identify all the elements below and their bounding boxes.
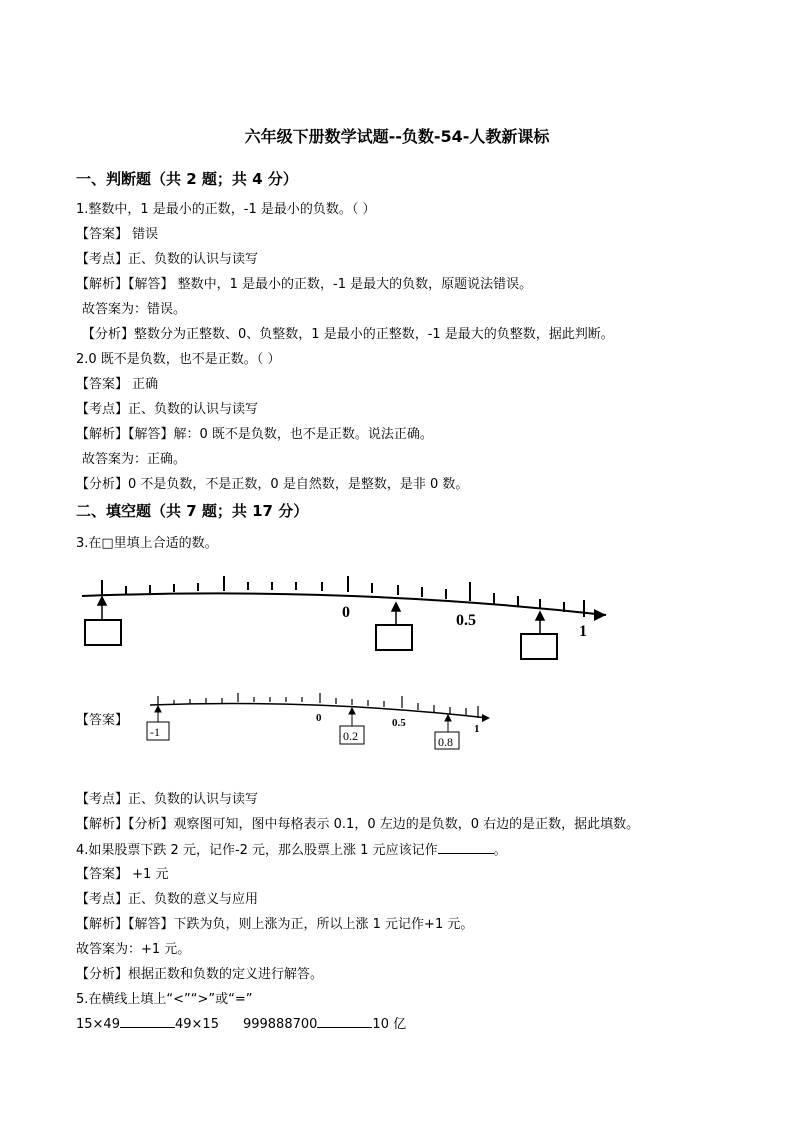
point-text: 正、负数的意义与应用 <box>128 892 259 907</box>
answer-value-right: 0.8 <box>438 735 453 749</box>
comparison-blank-1 <box>120 1027 175 1028</box>
arrow-box-right <box>521 612 557 659</box>
analysis-text: 整数中，1 是最小的正数，-1 是最大的负数，原题说法错误。 <box>177 277 533 292</box>
analysis-text: 观察图可知，图中每格表示 0.1，0 左边的是负数，0 右边的是正数，据此填数。 <box>173 817 640 832</box>
answer-number-line-figure <box>140 688 500 753</box>
q1-point-line <box>76 251 258 269</box>
q4-fenxi-line <box>76 966 323 984</box>
comparison-left-a: 15×49 <box>76 1017 120 1032</box>
fenxi-text: 0 不是负数，不是正数，0 是自然数，是整数，是非 0 数。 <box>128 477 469 492</box>
question-end: 。 <box>493 843 507 858</box>
answer-tag: 【答案】 <box>76 377 129 392</box>
fenxi-tag: 【分析】 <box>76 477 129 492</box>
q2-fenxi-line <box>76 476 468 494</box>
comparison-blank-2 <box>317 1027 372 1028</box>
arrow-box-left <box>85 597 121 645</box>
q3-point-line <box>76 791 258 809</box>
answer-tick-label-one: 1 <box>474 723 480 735</box>
section-heading-judgment: 一、判断题（共 2 题；共 4 分） <box>76 170 298 188</box>
tick-label-one: 1 <box>579 623 587 640</box>
point-tag: 【考点】 <box>76 402 129 417</box>
question-4 <box>76 842 507 860</box>
q3-answer-tag: 【答案】 <box>76 713 129 728</box>
answer-text: 错误 <box>132 227 159 242</box>
answer-blank <box>438 853 494 854</box>
tick-label-half: 0.5 <box>456 612 476 629</box>
analysis-text: 解：0 既不是负数，也不是正数。说法正确。 <box>173 427 433 442</box>
comparison-right-b: 10 亿 <box>372 1017 407 1032</box>
analysis-tag: 【解析】【解答】 <box>76 277 174 292</box>
fenxi-text: 整数分为正整数、0、负整数，1 是最小的正整数，-1 是最大的负整数，据此判断。 <box>134 327 614 342</box>
page-title: 六年级下册数学试题--负数-54-人教新课标 <box>244 127 550 146</box>
answer-tag: 【答案】 <box>76 227 129 242</box>
analysis-tag: 【解析】【解答】 <box>76 427 174 442</box>
q3-analysis-line <box>76 816 639 834</box>
point-tag: 【考点】 <box>76 892 129 907</box>
comparison-right-a: 999888700 <box>242 1017 318 1032</box>
section-heading-fill: 二、填空题（共 7 题；共 17 分） <box>76 502 309 520</box>
answer-tick-label-half: 0.5 <box>392 717 406 729</box>
arrow-box-middle <box>376 603 412 650</box>
answer-value-left: -1 <box>150 725 160 739</box>
fenxi-text: 根据正数和负数的定义进行解答。 <box>128 967 324 982</box>
question-2: 2.0 既不是负数，也不是正数。（ ） <box>76 352 281 367</box>
q2-analysis-line <box>76 426 433 444</box>
q1-analysis-line <box>76 276 532 294</box>
question-5: 5.在横线上填上“<”“>”或“=” <box>76 992 253 1007</box>
q2-point-line <box>76 401 258 419</box>
fenxi-tag: 【分析】 <box>82 327 135 342</box>
answer-text: 正确 <box>132 377 159 392</box>
point-text: 正、负数的认识与读写 <box>128 402 259 417</box>
q2-answer-line <box>76 376 158 394</box>
fenxi-tag: 【分析】 <box>76 967 129 982</box>
q1-conclusion: 故答案为：错误。 <box>82 302 187 317</box>
analysis-tag: 【解析】【解答】 <box>76 917 174 932</box>
question-text: 4.如果股票下跌 2 元，记作-2 元，那么股票上涨 1 元应该记作 <box>76 843 438 858</box>
tick-label-zero: 0 <box>342 604 350 621</box>
q2-conclusion: 故答案为：正确。 <box>82 452 187 467</box>
answer-tag: 【答案】 <box>76 867 129 882</box>
answer-value-middle: 0.2 <box>343 729 358 743</box>
point-text: 正、负数的认识与读写 <box>128 252 259 267</box>
analysis-tag: 【解析】【分析】 <box>76 817 174 832</box>
q5-comparisons <box>76 1016 406 1034</box>
q4-point-line <box>76 891 258 909</box>
question-3: 3.在□里填上合适的数。 <box>76 536 218 551</box>
point-text: 正、负数的认识与读写 <box>128 792 259 807</box>
q4-answer-line <box>76 866 168 884</box>
comparison-left-b: 49×15 <box>174 1017 219 1032</box>
analysis-text: 下跌为负，则上涨为正，所以上涨 1 元记作+1 元。 <box>173 917 474 932</box>
q4-analysis-line <box>76 916 473 934</box>
answer-tick-label-zero: 0 <box>316 712 322 724</box>
number-line-figure <box>76 570 616 665</box>
q4-conclusion: 故答案为：+1 元。 <box>76 942 191 957</box>
q1-fenxi-line <box>82 326 614 344</box>
point-tag: 【考点】 <box>76 792 129 807</box>
answer-text: +1 元 <box>132 867 169 882</box>
q1-answer-line <box>76 226 158 244</box>
point-tag: 【考点】 <box>76 252 129 267</box>
question-1: 1.整数中，1 是最小的正数，-1 是最小的负数。（ ） <box>76 202 376 217</box>
